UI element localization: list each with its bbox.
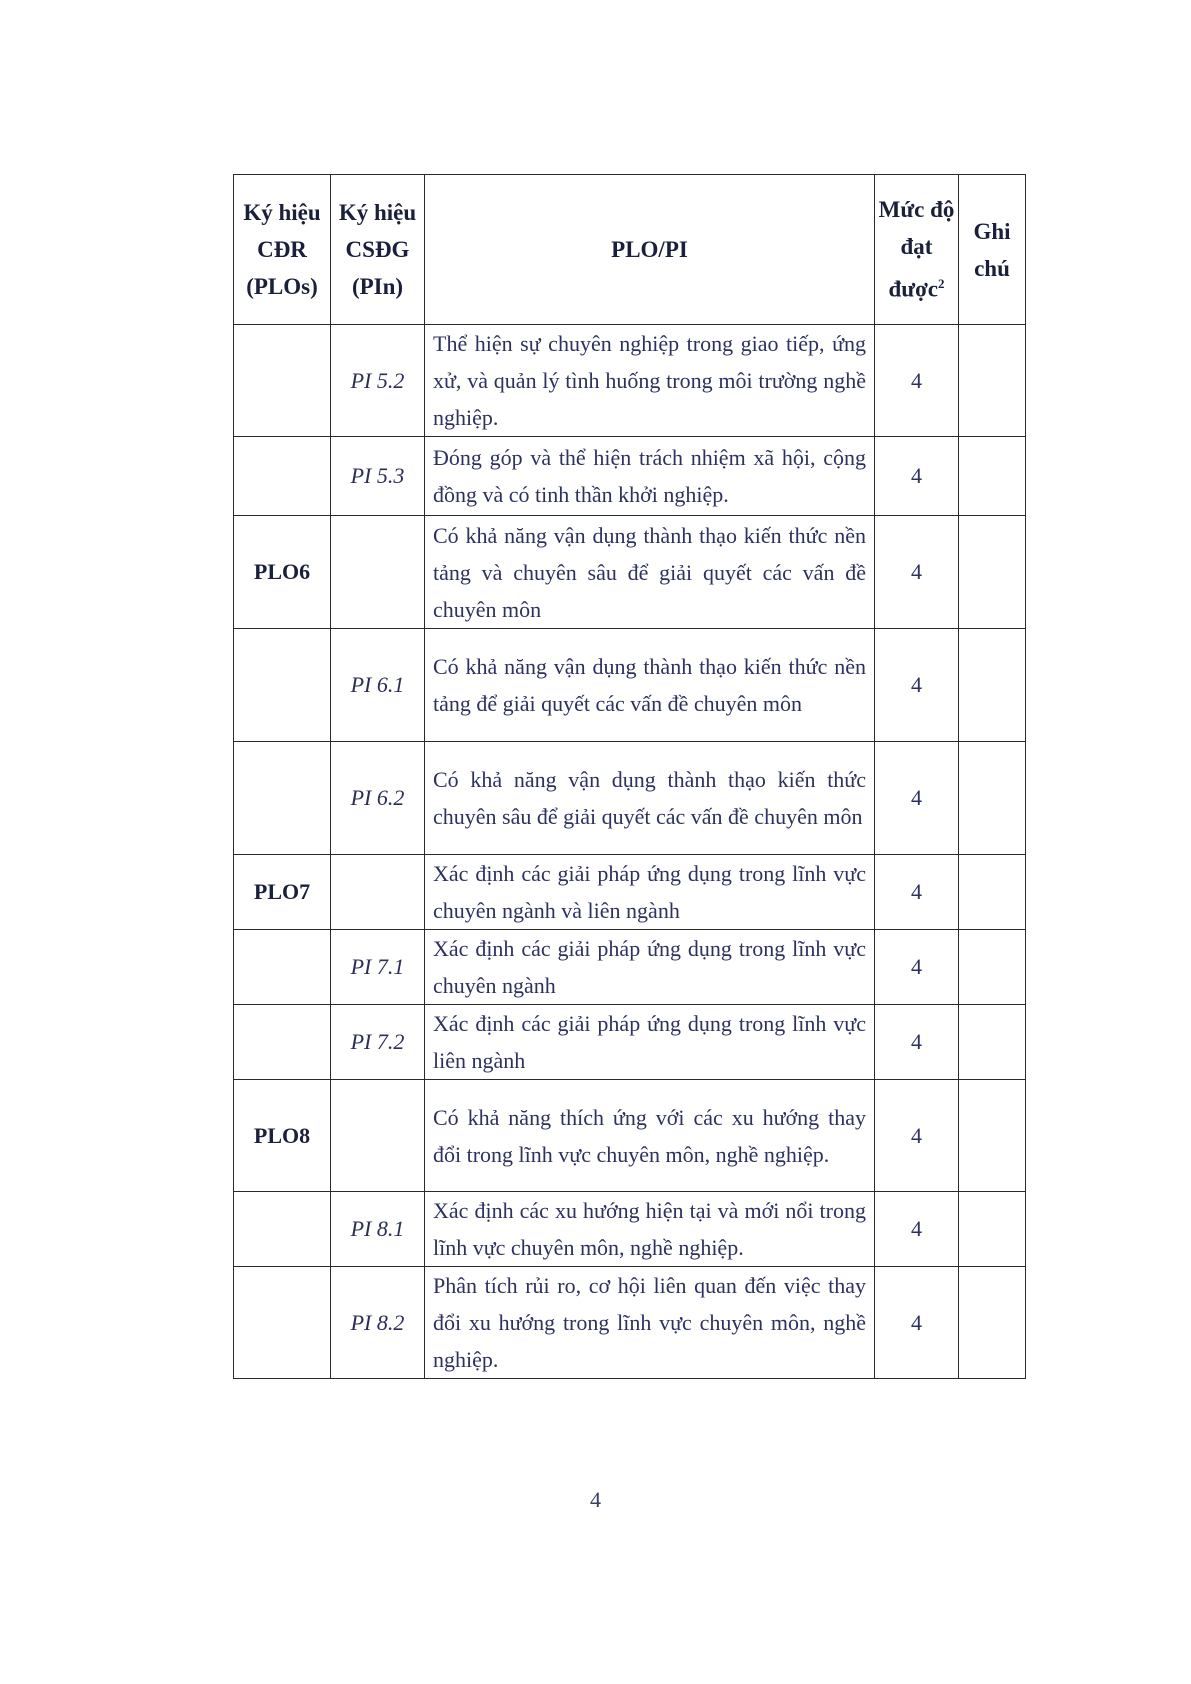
description-cell: Có khả năng vận dụng thành thạo kiến thức nền tảng để giải quyết các vấn đề chuyên môn (425, 629, 875, 742)
note-cell (959, 1267, 1026, 1379)
plo-code-cell (234, 1192, 331, 1267)
plo-table (233, 174, 1026, 1379)
table-row (234, 1192, 1026, 1267)
table-row (234, 1080, 1026, 1192)
footnote-marker: 2 (938, 276, 945, 292)
pi-code-cell: PI 7.2 (331, 1005, 425, 1080)
description-cell: Xác định các giải pháp ứng dụng trong lĩnh vực chuyên ngành và liên ngành (425, 855, 875, 930)
plo-code-cell: PLO7 (234, 855, 331, 930)
page-number: 4 (590, 1487, 601, 1512)
level-cell: 4 (875, 325, 959, 437)
table-row (234, 1267, 1026, 1379)
level-cell: 4 (875, 1080, 959, 1192)
level-cell: 4 (875, 930, 959, 1005)
description-cell: Xác định các giải pháp ứng dụng trong lĩnh vực liên ngành (425, 1005, 875, 1080)
description-cell: Đóng góp và thể hiện trách nhiệm xã hội, cộng đồng và có tinh thần khởi nghiệp. (425, 437, 875, 516)
pi-code-cell (331, 516, 425, 629)
table-row (234, 1005, 1026, 1080)
description-cell: Có khả năng thích ứng với các xu hướng thay đổi trong lĩnh vực chuyên môn, nghề nghiệp. (425, 1080, 875, 1192)
header-pi-code: Ký hiệu CSĐG (PIn) (331, 175, 425, 325)
plo-code-cell: PLO6 (234, 516, 331, 629)
pi-code-cell: PI 6.2 (331, 742, 425, 855)
level-cell: 4 (875, 1267, 959, 1379)
table-row (234, 930, 1026, 1005)
note-cell (959, 437, 1026, 516)
header-note: Ghi chú (959, 175, 1026, 325)
note-cell (959, 325, 1026, 437)
plo-code-cell (234, 1005, 331, 1080)
table-row (234, 629, 1026, 742)
note-cell (959, 855, 1026, 930)
pi-code-cell: PI 5.3 (331, 437, 425, 516)
note-cell (959, 742, 1026, 855)
note-cell (959, 930, 1026, 1005)
level-cell: 4 (875, 629, 959, 742)
plo-code-cell (234, 629, 331, 742)
level-cell: 4 (875, 1005, 959, 1080)
pi-code-cell: PI 8.2 (331, 1267, 425, 1379)
description-cell: Phân tích rủi ro, cơ hội liên quan đến việc thay đổi xu hướng trong lĩnh vực chuyên môn, nghề nghiệp. (425, 1267, 875, 1379)
note-cell (959, 1192, 1026, 1267)
pi-code-cell: PI 7.1 (331, 930, 425, 1005)
header-plo-code: Ký hiệu CĐR (PLOs) (234, 175, 331, 325)
note-cell (959, 516, 1026, 629)
description-cell: Xác định các xu hướng hiện tại và mới nổi trong lĩnh vực chuyên môn, nghề nghiệp. (425, 1192, 875, 1267)
plo-code-cell (234, 1267, 331, 1379)
plo-code-cell: PLO8 (234, 1080, 331, 1192)
description-cell: Có khả năng vận dụng thành thạo kiến thức nền tảng và chuyên sâu để giải quyết các vấn đề chuyên môn (425, 516, 875, 629)
note-cell (959, 1080, 1026, 1192)
description-cell: Xác định các giải pháp ứng dụng trong lĩnh vực chuyên ngành (425, 930, 875, 1005)
table-header-row (234, 175, 1026, 325)
pi-code-cell (331, 1080, 425, 1192)
pi-code-cell (331, 855, 425, 930)
level-cell: 4 (875, 742, 959, 855)
level-cell: 4 (875, 855, 959, 930)
level-cell: 4 (875, 437, 959, 516)
table-row (234, 855, 1026, 930)
plo-code-cell (234, 325, 331, 437)
header-plo-pi: PLO/PI (425, 175, 875, 325)
pi-code-cell: PI 5.2 (331, 325, 425, 437)
note-cell (959, 629, 1026, 742)
table-row (234, 437, 1026, 516)
header-achievement-level-text: Mức độ đạt được (878, 197, 955, 302)
plo-code-cell (234, 437, 331, 516)
pi-code-cell: PI 6.1 (331, 629, 425, 742)
description-cell: Thể hiện sự chuyên nghiệp trong giao tiếp, ứng xử, và quản lý tình huống trong môi trường nghề nghiệp. (425, 325, 875, 437)
level-cell: 4 (875, 516, 959, 629)
table-row (234, 516, 1026, 629)
header-achievement-level (875, 175, 959, 325)
level-cell: 4 (875, 1192, 959, 1267)
plo-code-cell (234, 930, 331, 1005)
description-cell: Có khả năng vận dụng thành thạo kiến thức chuyên sâu để giải quyết các vấn đề chuyên môn (425, 742, 875, 855)
note-cell (959, 1005, 1026, 1080)
plo-code-cell (234, 742, 331, 855)
table-row (234, 742, 1026, 855)
pi-code-cell: PI 8.1 (331, 1192, 425, 1267)
table-row (234, 325, 1026, 437)
